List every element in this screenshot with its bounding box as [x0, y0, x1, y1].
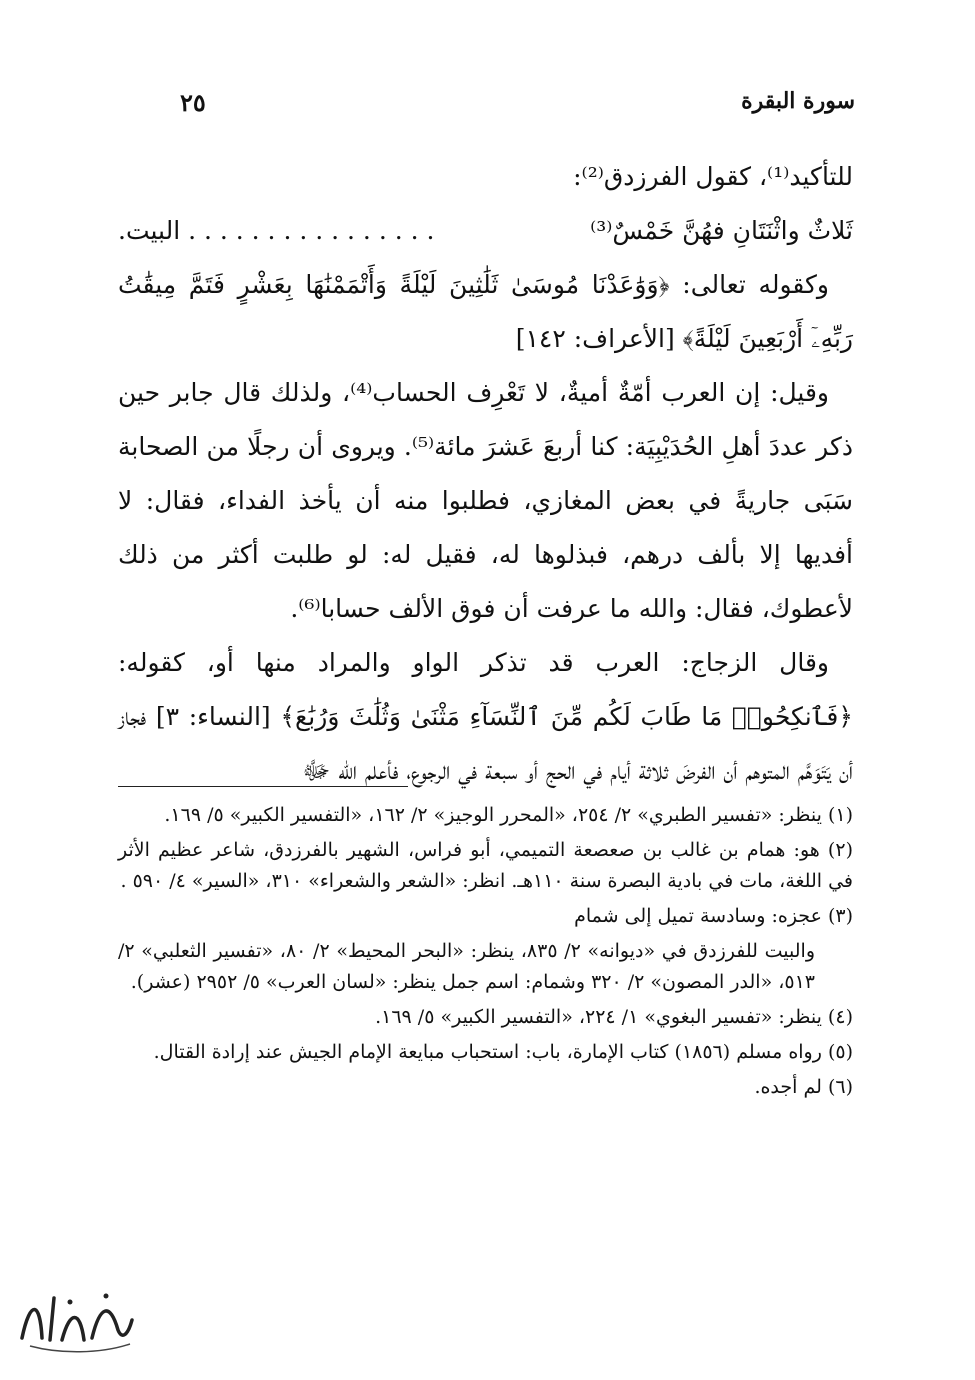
- page-header: [120, 88, 855, 122]
- main-text: [118, 150, 853, 798]
- verse-first-hemistich: ثَلاثٌ واثْنَتَانِ فهُنَّ خَمْسٌ⁽³⁾: [590, 216, 853, 245]
- quran-citation-paragraph: وكقوله تعالى: ﴿وَوَٰعَدْنَا مُوسَىٰ ثَلَٰثِينَ لَيْلَةً وَأَتْمَمْنَٰهَا بِعَشْرٍ فَتَمَّ مِيقَٰتُ رَبِّهِۦٓ أَرْبَعِينَ لَيْلَةً﴾ [الأعراف: ١٤٢]: [118, 270, 853, 353]
- verse-ellipsis: . . . . . . . . . . . . . . . . البيت.: [118, 216, 435, 245]
- footnote-4: (٤) ينظر: «تفسير البغوي» ١/ ٢٢٤، «التفسير الكبير» ٥/ ١٦٩.: [375, 1006, 853, 1028]
- footnote-3-continuation: والبيت للفرزدق في «ديوانه» ٢/ ٨٣٥، ينظر: «البحر المحيط» ٢/ ٨٠، «تفسير الثعلبي» ٢/ ٥١٣، «الدر المصون» ٢/ ٣٢٠ وشمام: اسم جمل ينظر: «لسان العرب» ٥/ ٢٩٥٢ (عشر).: [118, 940, 815, 993]
- opening-line: للتأكيد⁽¹⁾، كقول الفرزدق⁽²⁾:: [573, 162, 853, 191]
- footnote-5: (٥) رواه مسلم (١٨٥٦) كتاب الإمارة، باب: استحباب مبايعة الإمام الجيش عند إرادة القتال.: [153, 1041, 853, 1063]
- footnote-3: (٣) عجزه: وسادسة تميل إلى شمام: [574, 905, 853, 927]
- zajjaj-paragraph: وقال الزجاج: العرب قد تذكر الواو والمراد منها أو، كقوله: ﴿فَٱنكِحُوا۟ مَا طَابَ لَكُم مِّنَ ٱلنِّسَآءِ مَثْنَىٰ وَثُلَٰثَ وَرُبَٰعَ﴾ [النساء: ٣] فجاز أن يَتَوَهَّم المتوهم أن الفرضَ ثلاثة أيام في الحج أو سبعة في الرجوع، فأعلم الله ﷻ: [118, 648, 853, 785]
- publisher-logo: [10, 1280, 140, 1360]
- footnote-1: (١) ينظر: «تفسير الطبري» ٢/ ٢٥٤، «المحرر الوجيز» ٢/ ١٦٢، «التفسير الكبير» ٥/ ١٦٩.: [164, 804, 853, 826]
- sura-title: سورة البقرة: [741, 88, 855, 114]
- arab-counting-paragraph: وقيل: إن العرب أمّةٌ أميةٌ، لا تَعْرِف الحساب⁽⁴⁾، ولذلك قال جابر حين ذكر عددَ أهلِ الحُدَيْبِيَة: كنا أربعَ عَشرَ مائة⁽⁵⁾. ويروى أن رجلًا من الصحابة سَبَى جاريةً في بعض المغازي، فطلبوا منه أن يأخذ الفداء، فقال: لا أفديها إلا بألف درهم، فبذلوها له، فقيل له: لو طلبت أكثر من ذلك لأعطوك، فقال: والله ما عرفت أن فوق الألف حسابا⁽⁶⁾.: [118, 378, 853, 623]
- footnote-6: (٦) لم أجده.: [754, 1076, 853, 1098]
- footnotes: [118, 800, 853, 1107]
- calligraphy-logo-icon: [10, 1280, 140, 1360]
- poetry-verse: [118, 204, 853, 258]
- footnote-2: (٢) هو: همام بن غالب بن صعصعة التميمي، أبو فراس، الشهير بالفرزدق، شاعر عظيم الأثر في اللغة، مات في بادية البصرة سنة ١١٠هـ. انظر: «الشعر والشعراء» ٣١٠، «السير» ٤/ ٥٩٠ .: [118, 839, 853, 892]
- page-number: ٢٥: [180, 88, 206, 117]
- footnote-divider: [118, 786, 408, 787]
